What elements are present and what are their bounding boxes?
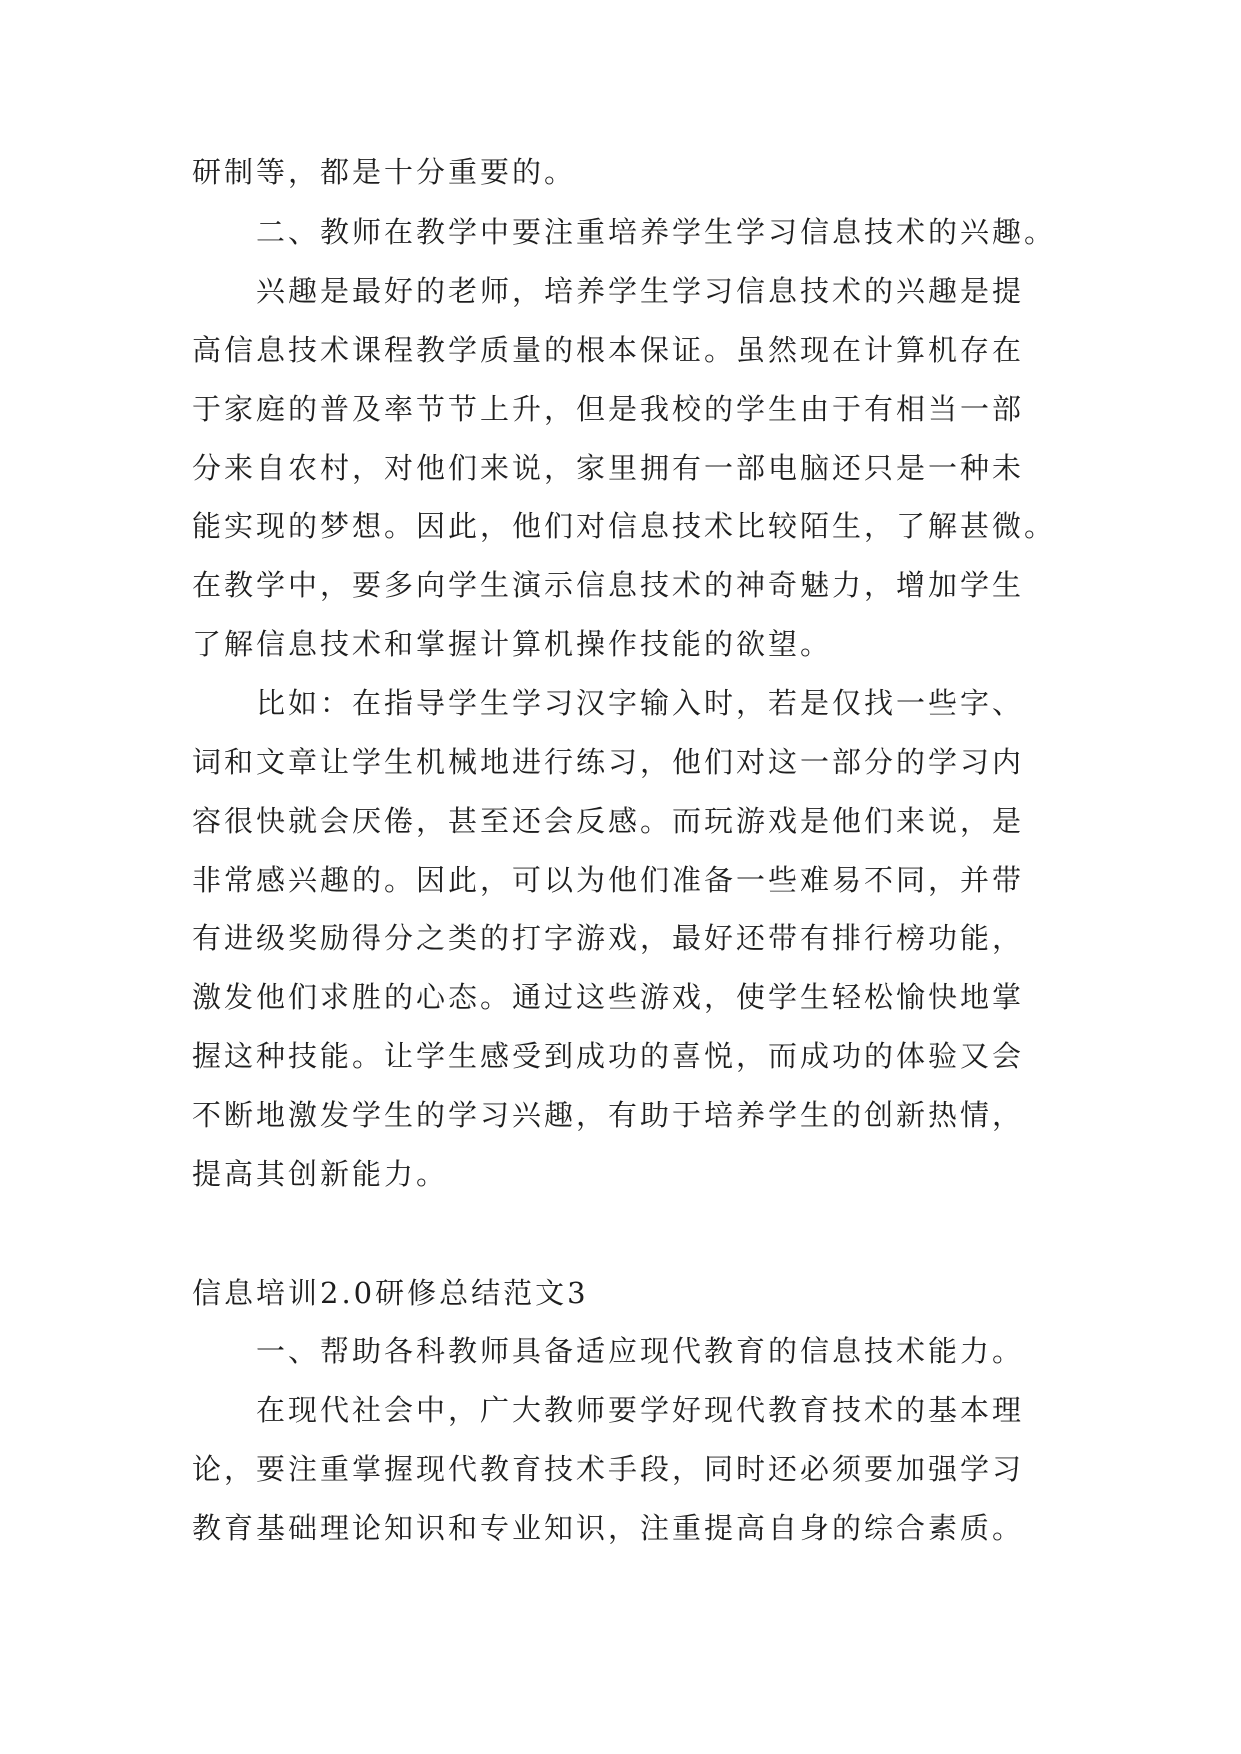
text-line: 有进级奖励得分之类的打字游戏，最好还带有排行榜功能，: [192, 921, 1025, 955]
text-line: 了解信息技术和掌握计算机操作技能的欲望。: [192, 627, 833, 661]
text-line: 容很快就会厌倦，甚至还会反感。而玩游戏是他们来说，是: [192, 804, 1025, 838]
article-title: 信息培训2.0研修总结范文3: [192, 1276, 589, 1310]
section-heading: 一、帮助各科教师具备适应现代教育的信息技术能力。: [256, 1334, 1025, 1368]
text-line: 不断地激发学生的学习兴趣，有助于培养学生的创新热情，: [192, 1098, 1025, 1132]
text-line: 分来自农村，对他们来说，家里拥有一部电脑还只是一种未: [192, 451, 1025, 485]
text-line: 于家庭的普及率节节上升，但是我校的学生由于有相当一部: [192, 392, 1025, 426]
paragraph-first-line: 比如：在指导学生学习汉字输入时，若是仅找一些字、: [256, 686, 1025, 720]
text-line: 在教学中，要多向学生演示信息技术的神奇魅力，增加学生: [192, 568, 1025, 602]
text-line: 论，要注重掌握现代教育技术手段，同时还必须要加强学习: [192, 1452, 1025, 1486]
paragraph-first-line: 兴趣是最好的老师，培养学生学习信息技术的兴趣是提: [256, 274, 1025, 308]
text-line: 词和文章让学生机械地进行练习，他们对这一部分的学习内: [192, 745, 1025, 779]
section-heading: 二、教师在教学中要注重培养学生学习信息技术的兴趣。: [256, 215, 1057, 249]
text-line: 高信息技术课程教学质量的根本保证。虽然现在计算机存在: [192, 333, 1025, 367]
text-line: 能实现的梦想。因此，他们对信息技术比较陌生，了解甚微。: [192, 509, 1057, 543]
text-line: 非常感兴趣的。因此，可以为他们准备一些难易不同，并带: [192, 863, 1025, 897]
text-line: 激发他们求胜的心态。通过这些游戏，使学生轻松愉快地掌: [192, 980, 1025, 1014]
text-line: 提高其创新能力。: [192, 1157, 449, 1191]
paragraph-first-line: 在现代社会中，广大教师要学好现代教育技术的基本理: [256, 1393, 1025, 1427]
text-line: 握这种技能。让学生感受到成功的喜悦，而成功的体验又会: [192, 1039, 1025, 1073]
text-line: 教育基础理论知识和专业知识，注重提高自身的综合素质。: [192, 1511, 1025, 1545]
text-line: 研制等，都是十分重要的。: [192, 155, 577, 189]
